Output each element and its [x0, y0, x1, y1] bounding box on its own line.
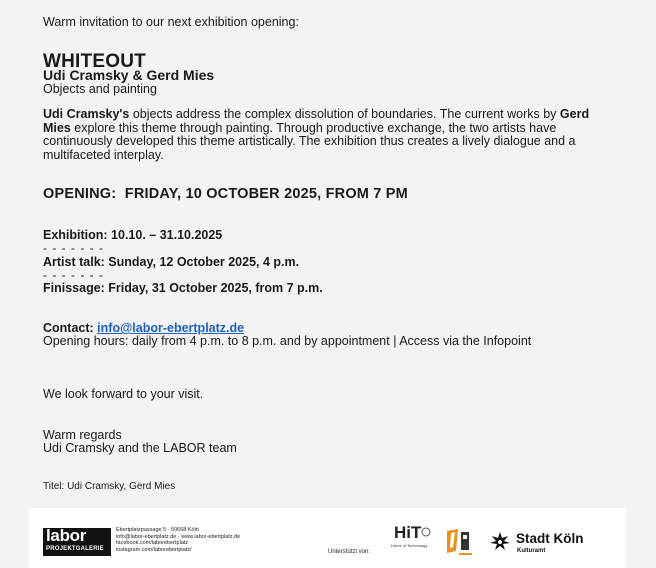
contact-label: Contact: — [43, 321, 98, 335]
image-credit: Titel: Udi Cramsky, Gerd Mies — [43, 481, 176, 492]
artist-talk-date: Artist talk: Sunday, 12 October 2025, 4 p.m. — [43, 254, 300, 269]
contact-email-link[interactable]: info@labor-ebertplatz.de — [97, 321, 245, 335]
hit-ring-icon — [421, 527, 431, 537]
exhibition-dates: Exhibition: 10.10. – 31.10.2025 — [43, 228, 223, 242]
address-line[interactable]: instagram.com/laborebertplatz/ — [116, 546, 192, 553]
date-separator: - - - - - - - — [43, 267, 104, 282]
hit-logo-name: HiT — [394, 523, 422, 542]
labor-logo[interactable] — [43, 528, 111, 556]
artist2-name: Gerd Mies — [43, 107, 590, 135]
cologne-crest-icon — [488, 530, 512, 552]
address-line[interactable]: facebook.com/laborebertplatz — [116, 540, 189, 547]
opening-hours: Opening hours: daily from 4 p.m. to 8 p.m. and by appointment | Access via the Infopoint — [43, 334, 532, 348]
exhibition-subtitle: Objects and painting — [43, 82, 157, 96]
labor-logo-tag: PROJEKTGALERIE — [46, 546, 104, 552]
address-line[interactable]: info@labor-ebertplatz.de · www.labor-ebertplatz.de — [116, 533, 241, 540]
date-separator: - - - - - - - — [43, 241, 104, 255]
gallery-address — [116, 527, 240, 553]
contact-line — [43, 321, 244, 335]
signature-text: Udi Cramsky and the LABOR team — [43, 441, 237, 455]
hit-logo-subtitle: Home of Technology — [391, 543, 428, 548]
opening-date: OPENING: FRIDAY, 10 OCTOBER 2025, FROM 7 PM — [43, 186, 408, 202]
address-line: Ebertplatzpassage 5 · 50668 Köln — [116, 527, 199, 533]
event-dates — [43, 228, 323, 295]
hit-logo — [391, 524, 433, 554]
artist1-name: Udi Cramsky's — [43, 107, 130, 121]
kulturamt-label: Kulturamt — [517, 548, 546, 554]
supported-by-label: Unterstützt von: — [328, 549, 371, 555]
labor-logo-name: labor — [46, 526, 87, 545]
description-part1: objects address the complex dissolution of boundaries. The current works by — [129, 107, 560, 121]
closing-text: We look forward to your visit. — [43, 387, 204, 401]
exhibition-title: WHITEOUT — [43, 51, 146, 72]
partner-logo-icon — [444, 527, 474, 557]
description-part2: explore this theme through painting. Through productive exchange, the two artists have continuously developed this theme artistically. The exhibition thus creates a lively dialogue and a multifaceted interplay. — [43, 120, 576, 162]
regards-text: Warm regards — [43, 428, 122, 442]
email-footer — [29, 508, 626, 568]
stadt-koeln-name: Stadt Köln — [516, 531, 584, 546]
stadt-koeln-logo — [488, 528, 588, 558]
finissage-date: Finissage: Friday, 31 October 2025, from 7 p.m. — [43, 281, 323, 295]
artist-names: Udi Cramsky & Gerd Mies — [43, 67, 215, 83]
exhibition-description — [43, 108, 615, 162]
intro-text: Warm invitation to our next exhibition opening: — [43, 15, 299, 29]
